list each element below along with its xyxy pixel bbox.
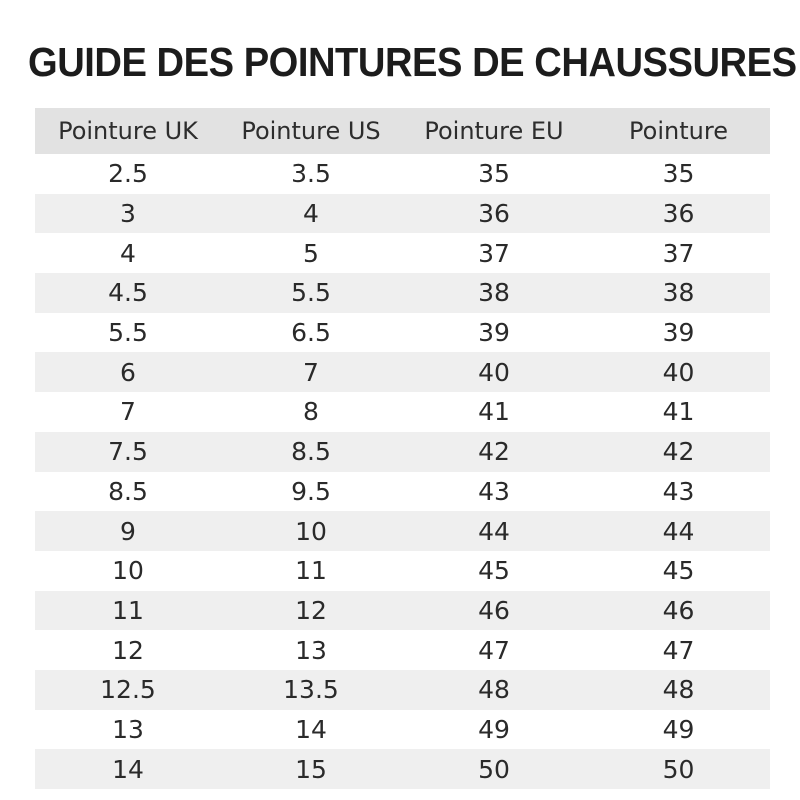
us-size-cell: 4 (303, 199, 319, 229)
header-uk-size: Pointure UK (58, 117, 198, 145)
uk-size-cell: 14 (112, 754, 144, 784)
us-size-cell: 5.5 (291, 278, 331, 308)
size-cell: 35 (662, 159, 695, 189)
eu-size-cell: 48 (478, 675, 510, 705)
uk-size-cell: 7 (120, 397, 136, 427)
size-cell: 42 (662, 437, 695, 467)
size-cell: 39 (662, 318, 695, 348)
size-table (35, 108, 770, 789)
table-row (35, 154, 770, 194)
table-row (35, 352, 770, 392)
table-row (35, 472, 770, 512)
uk-size-cell: 9 (120, 516, 136, 546)
eu-size-cell: 38 (478, 278, 510, 308)
eu-size-cell: 44 (478, 516, 510, 546)
size-cell: 43 (662, 476, 695, 506)
us-size-cell: 6.5 (291, 318, 331, 348)
eu-size-cell: 40 (478, 357, 510, 387)
size-cell: 37 (662, 238, 695, 268)
uk-size-cell: 2.5 (108, 159, 148, 189)
uk-size-cell: 5.5 (108, 318, 148, 348)
table-row (35, 432, 770, 472)
us-size-cell: 13.5 (283, 675, 339, 705)
uk-size-cell: 10 (112, 556, 144, 586)
us-size-cell: 3.5 (291, 159, 331, 189)
uk-size-cell: 8.5 (108, 476, 148, 506)
uk-size-cell: 7.5 (108, 437, 148, 467)
us-size-cell: 5 (303, 238, 319, 268)
size-cell: 47 (662, 635, 695, 665)
eu-size-cell: 35 (478, 159, 510, 189)
table-row (35, 392, 770, 432)
us-size-cell: 11 (295, 556, 327, 586)
table-row (35, 749, 770, 789)
uk-size-cell: 12.5 (100, 675, 156, 705)
eu-size-cell: 39 (478, 318, 510, 348)
size-cell: 46 (662, 595, 695, 625)
size-cell: 38 (662, 278, 695, 308)
size-cell: 36 (662, 199, 695, 229)
size-cell: 41 (662, 397, 695, 427)
size-cell: 50 (662, 754, 695, 784)
uk-size-cell: 11 (112, 595, 144, 625)
uk-size-cell: 4 (120, 238, 136, 268)
us-size-cell: 13 (295, 635, 327, 665)
uk-size-cell: 12 (112, 635, 144, 665)
header-size: Pointure (629, 117, 728, 145)
table-row (35, 630, 770, 670)
us-size-cell: 8 (303, 397, 319, 427)
table-row (35, 670, 770, 710)
eu-size-cell: 36 (478, 199, 510, 229)
us-size-cell: 9.5 (291, 476, 331, 506)
table-header-row (35, 108, 770, 154)
size-cell: 44 (662, 516, 695, 546)
uk-size-cell: 13 (112, 714, 144, 744)
us-size-cell: 10 (295, 516, 327, 546)
uk-size-cell: 6 (120, 357, 136, 387)
table-body (35, 154, 770, 789)
size-cell: 40 (662, 357, 695, 387)
page-title: GUIDE DES POINTURES DE CHAUSSURES (28, 39, 797, 85)
size-cell: 48 (662, 675, 695, 705)
header-us-size: Pointure US (241, 117, 381, 145)
us-size-cell: 15 (295, 754, 327, 784)
size-cell: 45 (662, 556, 695, 586)
eu-size-cell: 45 (478, 556, 510, 586)
table-row (35, 511, 770, 551)
eu-size-cell: 37 (478, 238, 510, 268)
eu-size-cell: 47 (478, 635, 510, 665)
table-row (35, 273, 770, 313)
uk-size-cell: 4.5 (108, 278, 148, 308)
table-row (35, 233, 770, 273)
table-row (35, 313, 770, 353)
table-row (35, 551, 770, 591)
table-row (35, 591, 770, 631)
eu-size-cell: 42 (478, 437, 510, 467)
eu-size-cell: 50 (478, 754, 510, 784)
us-size-cell: 14 (295, 714, 327, 744)
table-row (35, 710, 770, 750)
header-eu-size: Pointure EU (424, 117, 564, 145)
size-cell: 49 (662, 714, 695, 744)
us-size-cell: 8.5 (291, 437, 331, 467)
us-size-cell: 7 (303, 357, 319, 387)
eu-size-cell: 41 (478, 397, 510, 427)
eu-size-cell: 46 (478, 595, 510, 625)
us-size-cell: 12 (295, 595, 327, 625)
eu-size-cell: 43 (478, 476, 510, 506)
eu-size-cell: 49 (478, 714, 510, 744)
uk-size-cell: 3 (120, 199, 136, 229)
table-row (35, 194, 770, 234)
